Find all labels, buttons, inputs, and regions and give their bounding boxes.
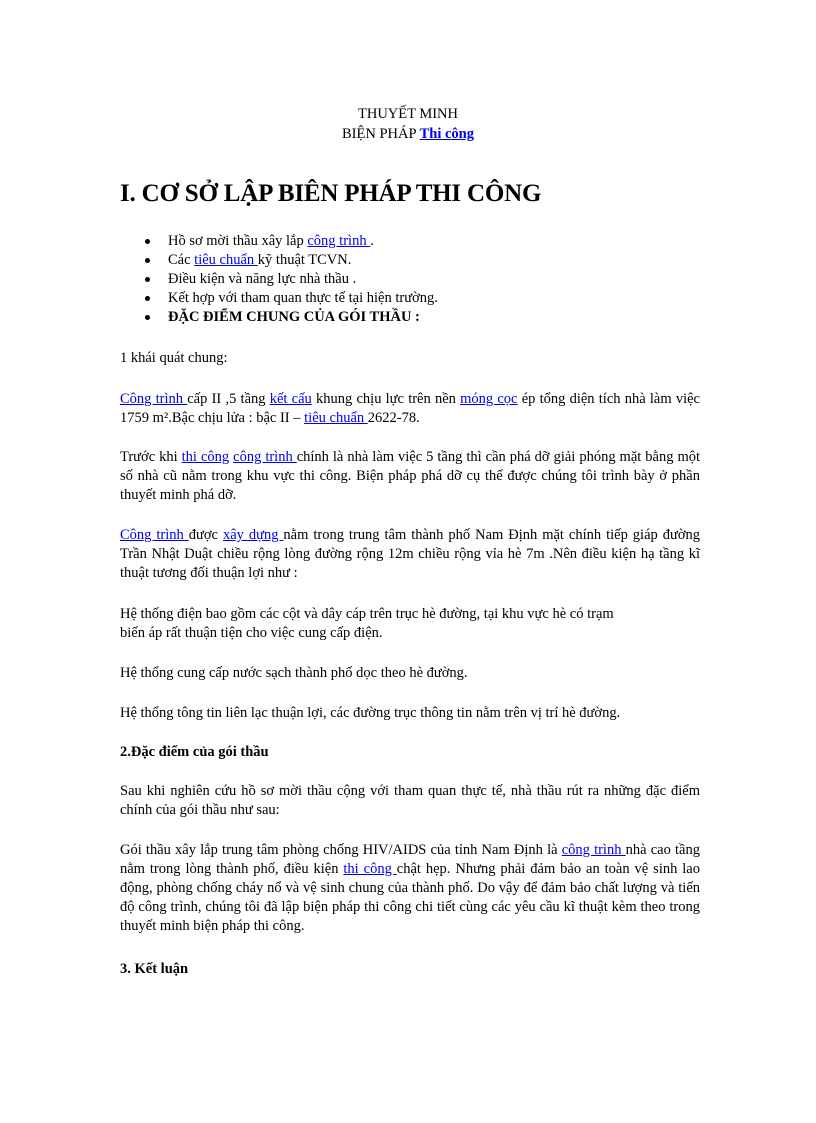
paragraph-demolition [120,448,700,505]
cong-trinh-link[interactable]: Công trình [120,391,188,407]
section-1-heading: I. CƠ SỞ LẬP BIÊN PHÁP THI CÔNG [120,180,542,207]
thi-cong-link[interactable]: thi công [343,861,397,877]
paragraph-text: khung chịu lực trên nền [311,391,461,407]
bullet-text: Hồ sơ mời thầu xây lắp [168,233,308,249]
bullet-text: kỹ thuật TCVN. [257,252,352,268]
title-line-2 [0,124,816,144]
xay-dung-link[interactable]: xây dựng [222,527,284,543]
paragraph-text: ép tổng diện tích nhà làm việc 1759 m².Bậc chịu lửa : bậc II – [120,391,700,426]
thi-cong-link[interactable]: thi công [181,449,230,465]
bullet-item-2 [120,251,438,270]
document-title-block [0,104,816,144]
title-line-2-prefix: BIỆN PHÁP [341,126,420,142]
paragraph-text: chật hẹp. Nhưng phải đảm bảo an toàn vệ sinh lao động, phòng chống cháy nổ và vệ sinh chung của thành phố. Do vậy để đảm bảo chất lượng và tiến độ công trình, chúng tôi đã lập biện pháp thi công chi tiết cùng các yêu cầu kĩ thuật kèm theo trong thuyết minh biện pháp thi công. [120,861,700,934]
paragraph-text: Gói thầu xây lắp trung tâm phòng chống HIV/AIDS của tỉnh Nam Định là [120,842,562,858]
paragraph-electricity [120,605,700,643]
paragraph-text: được [188,527,223,543]
paragraph-water: Hệ thống cung cấp nước sạch thành phố dọc theo hè đường. [120,665,468,681]
paragraph-structure [120,390,700,428]
mong-coc-link[interactable]: móng cọc [460,391,518,407]
paragraph-package-details [120,841,700,936]
ket-cau-link[interactable]: kết cấu [269,391,312,407]
paragraph-text: Trước khi [120,449,182,465]
paragraph-communication: Hệ thống tông tin liên lạc thuận lợi, các đường trục thông tin nằm trên vị trí hè đường. [120,705,621,721]
bullet-text: . [370,233,374,249]
paragraph-text: chính là nhà làm việc 5 tầng thì cần phá dỡ giải phóng mặt bằng một số nhà cũ nằm trong khu vực thi công. Biện pháp phá dỡ cụ thể được chúng tôi trình bày ở phần thuyết minh phá dỡ. [120,449,701,503]
paragraph-text: cấp II ,5 tầng [187,391,270,407]
bullet-text: Kết hợp với tham quan thực tế tại hiện trường. [168,290,438,306]
basis-bullet-list [120,232,438,327]
tieu-chuan-link[interactable]: tiêu chuẩn [194,252,258,268]
bullet-item-3 [120,270,438,289]
bullet-item-5 [120,308,438,327]
general-overview-label: 1 khái quát chung: [120,350,228,366]
bullet-text: Các [168,252,195,268]
paragraph-text: nằm trong trung tâm thành phố Nam Định mặt chính tiếp giáp đường Trần Nhật Duật chiều rộng lòng đường rộng 12m chiều rộng vỉa hè 7m .Nên điều kiện hạ tầng kĩ thuật tương đối thuận lợi như : [120,527,701,581]
cong-trinh-link[interactable]: Công trình [120,527,189,543]
section-3-heading: 3. Kết luận [120,961,189,977]
bullet-text: ĐẶC ĐIỂM CHUNG CỦA GÓI THẦU : [168,309,420,325]
paragraph-text: nhà cao tầng nằm trong lòng thành phố, điều kiện [120,842,700,877]
bullet-item-4 [120,289,438,308]
title-line-1: THUYẾT MINH [357,106,458,122]
paragraph-text: biến áp rất thuận tiện cho việc cung cấp điện. [120,625,383,641]
paragraph-text: Hệ thống điện bao gồm các cột và dây cáp trên trục hè đường, tại khu vực hè có trạm [120,606,614,622]
cong-trinh-link[interactable]: công trình [233,449,297,465]
cong-trinh-link[interactable]: công trình [307,233,371,249]
section-2-heading: 2.Đặc điểm của gói thầu [120,744,269,760]
bullet-text: Điều kiện và năng lực nhà thầu . [168,271,357,287]
bullet-item-1 [120,232,438,251]
cong-trinh-link[interactable]: công trình [561,842,626,858]
paragraph-text: 2622-78. [367,410,420,426]
paragraph-package-intro: Sau khi nghiên cứu hồ sơ mời thầu cộng với tham quan thực tế, nhà thầu rút ra những đặc điểm chính của gói thầu như sau: [120,783,700,818]
thi-cong-title-link[interactable]: Thi công [419,126,474,142]
tieu-chuan-link[interactable]: tiêu chuẩn [304,410,368,426]
paragraph-location [120,526,700,583]
